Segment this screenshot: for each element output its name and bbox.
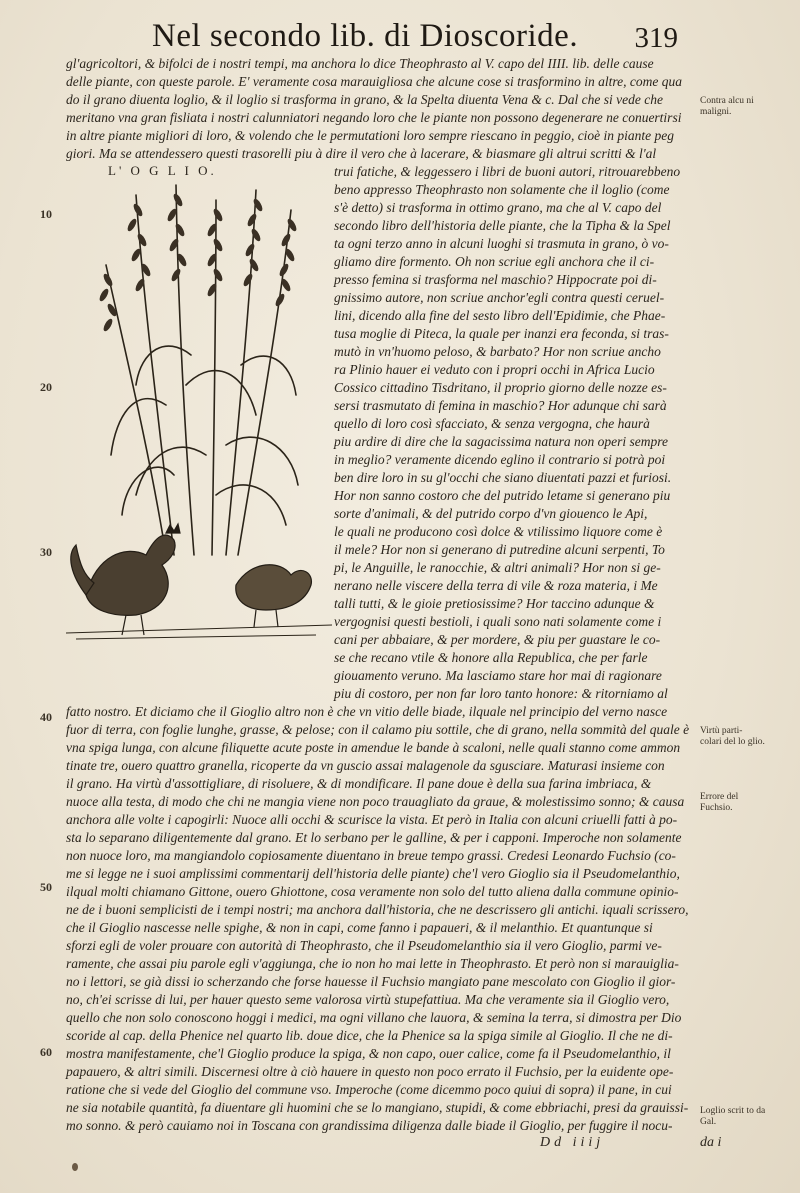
- text-line: nerano nelle viscere della terra di vile & roza materia, i Me: [334, 578, 658, 593]
- text-line: ne de i buoni semplicisti de i tempi nostri; ma anchora dall'historia, che ne descrissero gli antichi. iquali scrissero,: [66, 902, 689, 917]
- figure-caption: L' O G L I O.: [108, 163, 217, 178]
- line-number: 20: [40, 380, 52, 394]
- text-line: in altre piante migliori di loro, & volendo che le permutationi loro sempre riescano in peggio, cioè in piante peg: [66, 128, 675, 143]
- text-line: meritano vna gran fisliata i nostri calunniatori negando loro che le piante non possono degenerare ne conuertirsi: [66, 110, 682, 125]
- text-line: presso femina si trasforma nel maschio? Hippocrate poi di-: [334, 272, 657, 287]
- text-line: beno appresso Theophrasto non solamente che il loglio (come: [334, 182, 670, 197]
- text-line: me si legge ne i suoi amplissimi commentarij dell'historia delle piante) che'l vero Gioglio sia il Pseudomelanthio,: [66, 866, 680, 881]
- woodcut-illustration: [66, 155, 332, 640]
- text-line: ne sia notabile quantità, fa diuentare gli huomini che se lo mangiano, stupidi, & come ebbriachi, presi da grauissi-: [66, 1100, 689, 1115]
- text-line: vergognisi questi bestioli, i quali sono nati solamente come i: [334, 614, 662, 629]
- margin-gloss: Virtù parti- colari del lo glio.: [700, 726, 765, 747]
- text-line: piu di costoro, per non far loro tanto honore: & ritorniamo al: [334, 686, 668, 701]
- line-number: 10: [40, 207, 52, 221]
- text-line: sforzi egli de voler prouare con autorità di Theophrasto, che il Pseudomelanthio sia il vero Gioglio, parmi ve-: [66, 938, 662, 953]
- text-line: scoride al cap. della Phenice nel quarto lib. doue dice, che la Phenice sa la spiga simile al Gioglio. Il che ne di-: [66, 1028, 673, 1043]
- text-line: delle piante, con queste parole. E' veramente cosa marauigliosa che alcune cose si trasformino in altre, come qua: [66, 74, 683, 89]
- text-line: gliamo dire formento. Oh non scriue egli anchora che il ci-: [334, 254, 655, 269]
- paper-fleck: [72, 1163, 78, 1171]
- text-line: le quali ne producono così dolce & vtilissimo liquore come è: [334, 524, 663, 539]
- text-line: no i lettori, se già dissi io scherzando che forse hauesse il Fuchsio mangiato pane mescolato con Gioglio il gior-: [66, 974, 676, 989]
- margin-gloss: Errore del Fuchsio.: [700, 792, 739, 813]
- text-line: gl'agricoltori, & bifolci de i nostri tempi, ma anchora lo dice Theophrasto al V. capo del IIII. lib. delle cause: [66, 56, 654, 71]
- rooster-figure: [71, 524, 180, 635]
- text-line: se che recano vtile & honore alla Republica, che per farle: [334, 650, 648, 665]
- text-line: Cossico cittadino Tisdritano, il proprio giorno delle nozze es-: [334, 380, 667, 395]
- text-line: mo sonno. & però cauiamo noi in Toscana con grandissima diligenza dalle biade il Gioglio, per fuggire il nocu-: [66, 1118, 673, 1133]
- text-line: ramente, che assai piu parole egli v'aggiunga, che io non ho mai lette in Theophrasto. Et però non si marauiglia-: [66, 956, 679, 971]
- text-line: pi, le Anguille, le ranocchie, & altri animali? Hor non si ge-: [334, 560, 661, 575]
- text-line: tusa moglie di Piteca, la quale per inanzi era feconda, si tras-: [334, 326, 669, 341]
- text-line: lini, dicendo alla fine del sesto libro dell'Epidimie, che Phae-: [334, 308, 666, 323]
- text-line: gnissimo autore, non scriue anchor'egli contra questi ceruel-: [334, 290, 665, 305]
- text-line: ra Plinio hauer ei veduto con i propri occhi in Africa Lucio: [334, 362, 655, 377]
- text-line: il grano. Ha virtù d'assottigliare, di risoluere, & di mondificare. Il pane doue è della sua farina imbriaca, &: [66, 776, 652, 791]
- text-line: quello di loro così sfacciato, & senza vergogna, che haurà: [334, 416, 650, 431]
- text-line: mutò in vn'huomo peloso, & barbato? Hor non scriue ancho: [334, 344, 661, 359]
- text-line: mostra manifestamente, che'l Gioglio produce la spiga, & non capo, ouer calice, come fa il Pseudomelanthio, il: [66, 1046, 671, 1061]
- hen-figure: [236, 565, 312, 627]
- text-line: sersi trasmutato di femina in maschio? Hor adunque chi sarà: [334, 398, 667, 413]
- text-line: giouamento veruno. Ma lasciamo stare hor mai di ragionare: [334, 668, 662, 683]
- text-line: cani per abbaiare, & per mordere, & piu per guastare le co-: [334, 632, 661, 647]
- folio-number: 319: [634, 22, 678, 54]
- text-line: ratione che si vede del Gioglio del commune vso. Imperoche (come dicemmo poco quiui di sopra) il pane, in cui: [66, 1082, 672, 1097]
- text-line: il mele? Hor non si generano di putredine alcuni serpenti, To: [334, 542, 665, 557]
- text-line: sorte d'animali, & del putrido corpo d'vn giouenco le Api,: [334, 506, 648, 521]
- text-line: do il grano diuenta loglio, & il loglio si trasforma in grano, & la Spelta diuenta Vena & c. Dal che si vede che: [66, 92, 663, 107]
- text-line: piu ardire di dire che la sagacissima natura non operi sempre: [334, 434, 668, 449]
- page-header: [120, 18, 680, 58]
- text-line: fuor di terra, con foglie lunghe, grasse, & pelose; con il calamo piu sottile, che di grano, nella sommità del quale è: [66, 722, 690, 737]
- line-number: 30: [40, 545, 52, 559]
- text-line: sta lo separano diligentemente dal grano. Et lo serbano per le galline, & per i capponi. Imperoche non solamente: [66, 830, 682, 845]
- text-line: che il Gioglio nascesse nelle spighe, & non in capi, come fanno i papaueri, & il melanthio. Et quantunque si: [66, 920, 653, 935]
- text-line: secondo libro dell'historia delle piante, che la Tipha & la Spel: [334, 218, 671, 233]
- text-line: anchora alle volte i capogirli: Nuoce alli occhi & scurisce la vista. Et però in Italia con alcuni criuelli fatti à po-: [66, 812, 678, 827]
- text-line: trui fatiche, & leggessero i libri de buoni autori, ritrouarebbeno: [334, 164, 681, 179]
- text-line: ben dire loro in su gl'occhi che siano diuentati pazzi et furiosi.: [334, 470, 672, 485]
- text-line: fatto nostro. Et diciamo che il Gioglio altro non è che vn vitio delle biade, ilquale nel principio del verno nasce: [66, 704, 668, 719]
- margin-gloss: Loglio scrit to da Gal.: [700, 1106, 766, 1127]
- text-line: in meglio? veramente dicendo eglino il contrario si potrà poi: [334, 452, 666, 467]
- line-number: 50: [40, 880, 52, 894]
- text-line: ilqual molti chiamano Gittone, ouero Ghiottone, cosa veramente non solo del tutto aliena dalla commune opinio-: [66, 884, 679, 899]
- text-line: papauero, & altri simili. Discernesi oltre à ciò hauere in questo non poco errato il Fuchsio, per la euidente ope-: [66, 1064, 674, 1079]
- text-line: tinate tre, ouero quattro granella, ricoperte da vn guscio assai malagenole da sgusciare. Maturasi insieme con: [66, 758, 665, 773]
- text-line: non nuoce loro, ma mangiandolo copiosamente diuentano in breue tempo grassi. Credesi Leonardo Fuchsio (co-: [66, 848, 676, 863]
- text-line: talli tutti, & le gioie pretiosissime? Hor taccino adunque &: [334, 596, 655, 611]
- text-line: giori. Ma se attendessero questi trasorelli piu à dire il vero che à lacerare, & biasmare gli altrui scritti & l'al: [66, 146, 657, 161]
- signature-mark: Dd iiij: [540, 1135, 605, 1150]
- margin-gloss: Contra alcu ni maligni.: [700, 96, 754, 117]
- text-line: nuoce alla testa, di modo che chi ne mangia viene non poco trauagliato da graue, & molestissimo sonno; & causa: [66, 794, 685, 809]
- text-line: quello che non solo conoscono hoggi i medici, ma ogni villano che lauora, & semina la terra, si dimostra per Dio: [66, 1010, 682, 1025]
- line-number: 40: [40, 710, 52, 724]
- text-line: ta ogni terzo anno in alcuni luoghi si trasmuta in grano, ò vo-: [334, 236, 669, 251]
- text-line: Hor non sanno costoro che del putrido letame si generano piu: [334, 488, 671, 503]
- text-line: vna spiga lunga, con alcune filiquette acute poste in amendue le bande à scaloni, nelle quali stanno come ammon: [66, 740, 681, 755]
- text-line: s'è detto) si trasforma in ottimo grano, ma che al V. capo del: [334, 200, 662, 215]
- catchword: da i: [700, 1135, 722, 1150]
- running-head: Nel secondo lib. di Dioscoride.: [152, 18, 579, 54]
- line-number: 60: [40, 1045, 52, 1059]
- text-line: no, ch'ei scrisse di lui, per hauer questo seme valorosa virtù stupefattiua. Ma che veramente sia il Gioglio vero,: [66, 992, 670, 1007]
